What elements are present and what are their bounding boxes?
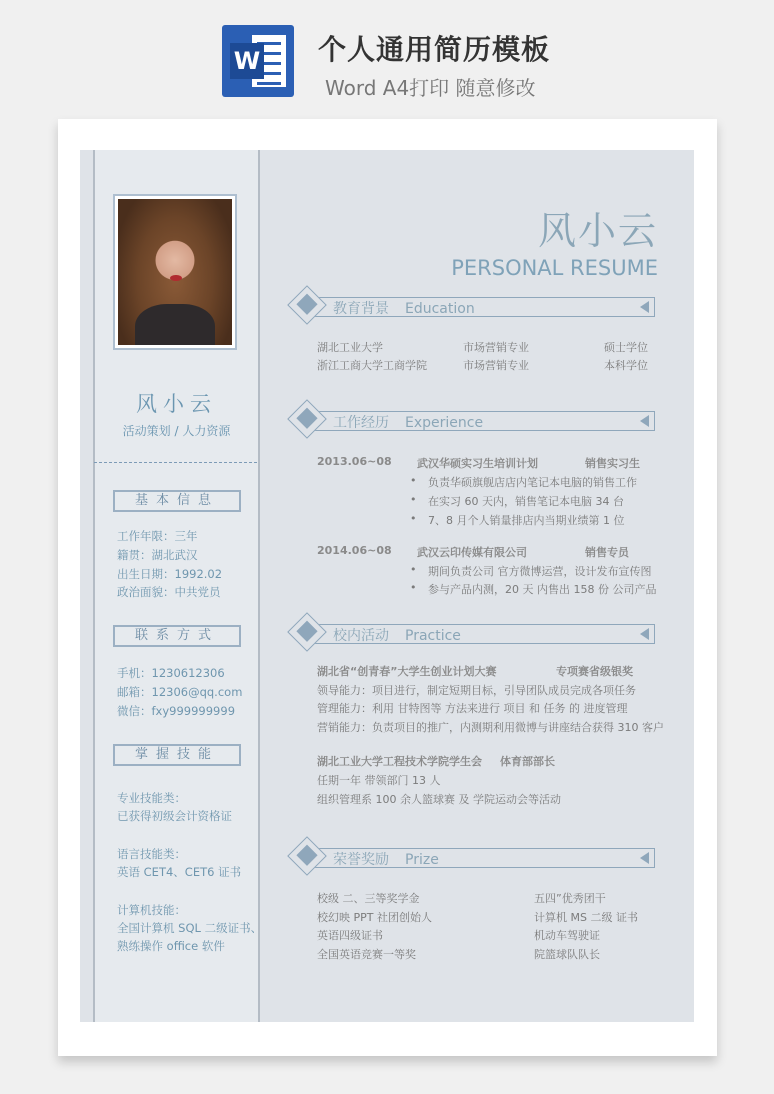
job-company: 武汉云印传媒有限公司 bbox=[417, 546, 527, 559]
skills-line: 专业技能类： bbox=[117, 791, 186, 805]
contact-title: 联系方式 bbox=[113, 625, 241, 647]
word-letter: W bbox=[230, 43, 264, 79]
contact-line: 手机：1230612306 bbox=[117, 666, 225, 680]
edu-degree: 本科学位 bbox=[604, 359, 648, 372]
bullet: • bbox=[410, 493, 417, 506]
trophy-icon bbox=[287, 836, 327, 876]
activity-line: 营销能力：负责项目的推广，内测期利用微博与讲座结合获得 310 客户 bbox=[317, 721, 664, 734]
edu-school: 浙江工商大学工商学院 bbox=[317, 359, 427, 372]
activity-award: 体育部部长 bbox=[500, 755, 555, 768]
job-bullet: 在实习 60 天内，销售笔记本电脑 34 台 bbox=[428, 495, 624, 508]
job-position: 销售专员 bbox=[585, 546, 629, 559]
graduation-cap-icon bbox=[287, 285, 327, 325]
job-position: 销售实习生 bbox=[585, 457, 640, 470]
edu-degree: 硕士学位 bbox=[604, 341, 648, 354]
section-title-en: Prize bbox=[405, 852, 439, 868]
prize-item: 校级 二、三等奖学金 bbox=[317, 892, 420, 905]
section-title: 教育背景 bbox=[333, 301, 389, 317]
profile-photo bbox=[113, 194, 237, 350]
prize-item: 院篮球队队长 bbox=[534, 948, 600, 961]
job-bullet: 期间负责公司 官方微博运营，设计发布宣传图 bbox=[428, 565, 652, 578]
resume-subtitle: PERSONAL RESUME bbox=[451, 256, 658, 280]
section-title-en: Practice bbox=[405, 628, 461, 644]
skills-line: 计算机技能： bbox=[117, 903, 186, 917]
page-subtitle: Word A4打印 随意修改 bbox=[325, 76, 536, 100]
job-company: 武汉华硕实习生培训计划 bbox=[417, 457, 538, 470]
edu-major: 市场营销专业 bbox=[463, 359, 529, 372]
section-practice bbox=[293, 624, 657, 648]
skills-line: 语言技能类： bbox=[117, 847, 186, 861]
section-title-en: Education bbox=[405, 301, 475, 317]
word-icon bbox=[222, 25, 294, 97]
edu-major: 市场营销专业 bbox=[463, 341, 529, 354]
prize-item: 英语四级证书 bbox=[317, 929, 383, 942]
section-title: 工作经历 bbox=[333, 415, 389, 431]
bullet: • bbox=[410, 512, 417, 525]
bullet: • bbox=[410, 474, 417, 487]
triangle-icon bbox=[640, 415, 649, 427]
activity-title: 湖北省“创青春”大学生创业计划大赛 bbox=[317, 665, 497, 678]
activity-line: 管理能力：利用 甘特图等 方法来进行 项目 和 任务 的 进度管理 bbox=[317, 702, 628, 715]
job-date: 2014.06~08 bbox=[317, 544, 392, 557]
skills-line: 英语 CET4、CET6 证书 bbox=[117, 865, 242, 879]
bullet: • bbox=[410, 581, 417, 594]
sidebar-name: 风小云 bbox=[136, 392, 217, 416]
contact-line: 邮箱：12306@qq.com bbox=[117, 685, 243, 699]
basic-line: 工作年限：三年 bbox=[117, 529, 198, 543]
section-experience bbox=[293, 411, 657, 435]
briefcase-icon bbox=[287, 399, 327, 439]
prize-item: 全国英语竞赛一等奖 bbox=[317, 948, 416, 961]
job-bullet: 7、8 月个人销量排店内当期业绩第 1 位 bbox=[428, 514, 625, 527]
skills-line: 熟练操作 office 软件 bbox=[117, 939, 225, 953]
page-title: 个人通用简历模板 bbox=[318, 33, 551, 66]
job-date: 2013.06~08 bbox=[317, 455, 392, 468]
triangle-icon bbox=[640, 628, 649, 640]
resume-name: 风小云 bbox=[537, 209, 658, 253]
prize-item: 校幻映 PPT 社团创始人 bbox=[317, 911, 432, 924]
basic-info-title: 基本信息 bbox=[113, 490, 241, 512]
prize-item: 五四”优秀团干 bbox=[534, 892, 606, 905]
prize-item: 机动车驾驶证 bbox=[534, 929, 600, 942]
skills-line: 全国计算机 SQL 二级证书、 bbox=[117, 921, 263, 935]
skills-line: 已获得初级会计资格证 bbox=[117, 809, 232, 823]
flag-icon bbox=[287, 612, 327, 652]
triangle-icon bbox=[640, 301, 649, 313]
edu-school: 湖北工业大学 bbox=[317, 341, 383, 354]
basic-line: 政治面貌：中共党员 bbox=[117, 585, 221, 599]
prize-item: 计算机 MS 二级 证书 bbox=[534, 911, 638, 924]
activity-line: 任期一年 带领部门 13 人 bbox=[317, 774, 441, 787]
job-bullet: 参与产品内测，20 天 内售出 158 份 公司产品 bbox=[428, 583, 657, 596]
bullet: • bbox=[410, 563, 417, 576]
activity-title: 湖北工业大学工程技术学院学生会 bbox=[317, 755, 482, 768]
job-bullet: 负责华硕旗舰店店内笔记本电脑的销售工作 bbox=[428, 476, 637, 489]
activity-line: 领导能力：项目进行，制定短期目标，引导团队成员完成各项任务 bbox=[317, 684, 636, 697]
divider bbox=[94, 462, 257, 463]
basic-line: 出生日期：1992.02 bbox=[117, 567, 223, 581]
skills-title: 掌握技能 bbox=[113, 744, 241, 766]
sidebar bbox=[93, 150, 263, 1022]
resume bbox=[80, 150, 694, 1022]
section-title: 校内活动 bbox=[333, 628, 389, 644]
triangle-icon bbox=[640, 852, 649, 864]
activity-award: 专项赛省级银奖 bbox=[556, 665, 633, 678]
activity-line: 组织管理系 100 余人篮球赛 及 学院运动会等活动 bbox=[317, 793, 561, 806]
contact-line: 微信：fxy999999999 bbox=[117, 704, 236, 718]
section-prize bbox=[293, 848, 657, 872]
section-title: 荣誉奖励 bbox=[333, 852, 389, 868]
basic-line: 籍贯：湖北武汉 bbox=[117, 548, 198, 562]
section-title-en: Experience bbox=[405, 415, 484, 431]
sidebar-role: 活动策划 / 人力资源 bbox=[122, 424, 231, 438]
section-education bbox=[293, 297, 657, 321]
